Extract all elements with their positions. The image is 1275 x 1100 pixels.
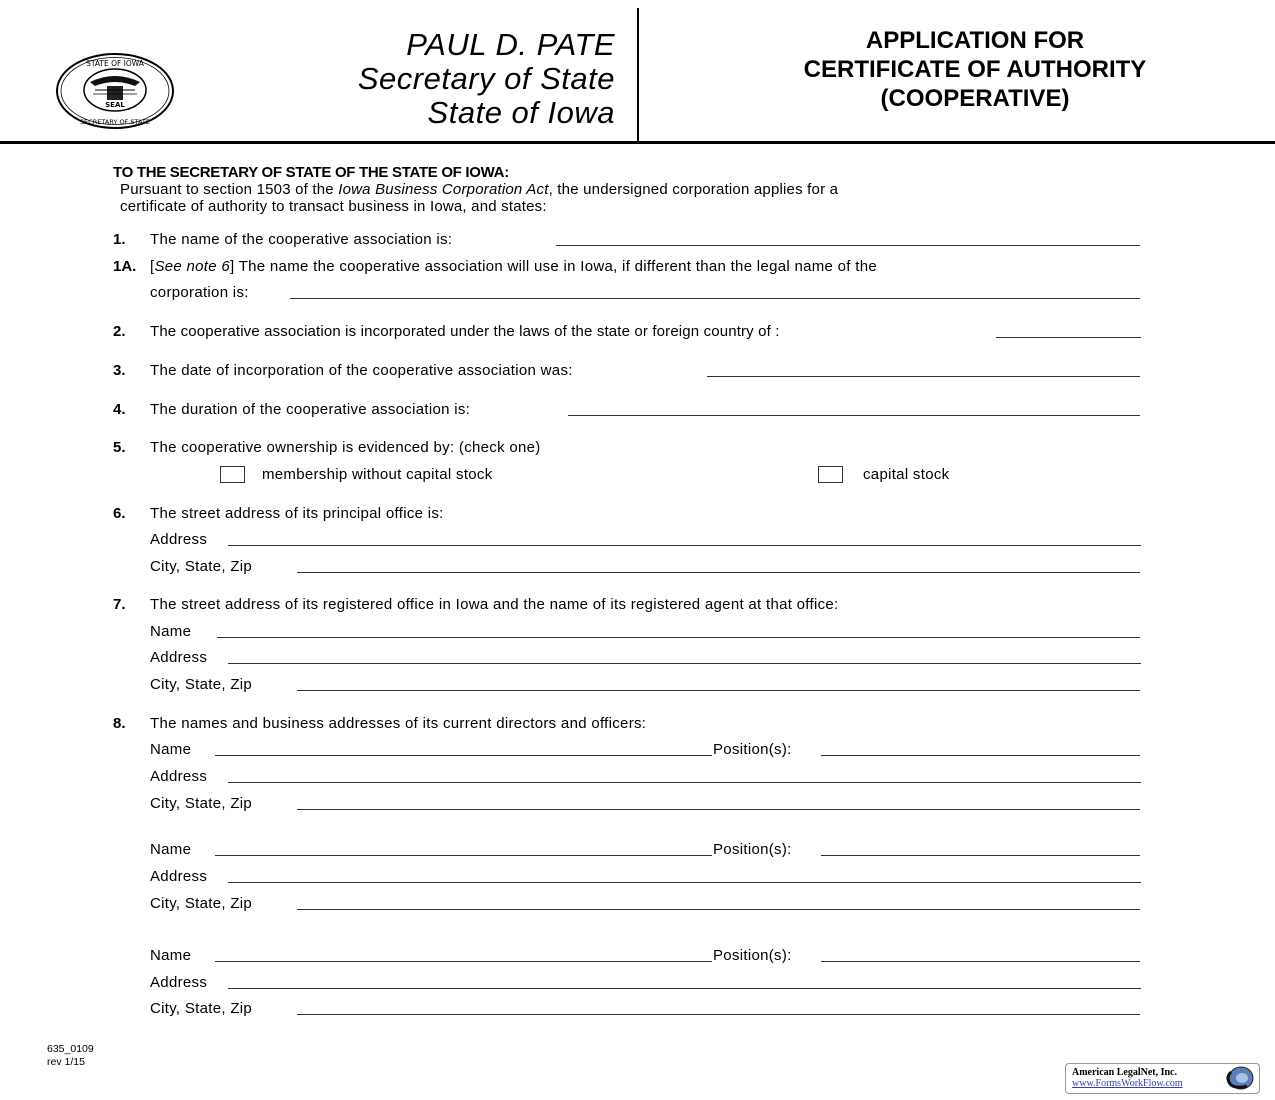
seal-bottom-text: SECRETARY OF STATE xyxy=(80,118,150,126)
item-1a-label-2: corporation is: xyxy=(150,284,249,301)
addressee-heading: TO THE SECRETARY OF STATE OF THE STATE OF IOWA: xyxy=(113,164,509,181)
director-1-position-field[interactable] xyxy=(821,741,1140,756)
director-1-address-field[interactable] xyxy=(228,768,1141,783)
incorporation-state-field[interactable] xyxy=(996,323,1141,338)
header-divider-horizontal xyxy=(0,141,1275,144)
item-7-number: 7. xyxy=(113,596,126,613)
director-2-csz-field[interactable] xyxy=(297,895,1140,910)
incorporation-date-field[interactable] xyxy=(707,362,1140,377)
item-6-number: 6. xyxy=(113,505,126,522)
director-1-csz-label: City, State, Zip xyxy=(150,795,253,812)
item-7-label: The street address of its registered office in Iowa and the name of its registered agent at that office: xyxy=(150,596,839,613)
director-2-name-label: Name xyxy=(150,841,192,858)
item-3-number: 3. xyxy=(113,362,126,379)
agent-csz-field[interactable] xyxy=(297,676,1140,691)
item-6-label: The street address of its principal office is: xyxy=(150,505,444,522)
director-2-address-field[interactable] xyxy=(228,868,1141,883)
form-code-block xyxy=(47,1043,94,1069)
item-1-label: The name of the cooperative association is: xyxy=(150,231,453,248)
agent-name-label: Name xyxy=(150,623,192,640)
see-note-6: See note 6 xyxy=(154,258,231,275)
item-2-label: The cooperative association is incorporated under the laws of the state or foreign country of : xyxy=(150,323,780,340)
seal-top-text: STATE OF IOWA xyxy=(86,59,144,68)
official-title: Secretary of State xyxy=(357,61,615,96)
director-2-position-field[interactable] xyxy=(821,841,1140,856)
official-state: State of Iowa xyxy=(427,95,615,130)
agent-address-label: Address xyxy=(150,649,208,666)
membership-without-capital-stock-checkbox[interactable] xyxy=(220,466,245,483)
iowa-name-field[interactable] xyxy=(290,284,1140,299)
capital-stock-checkbox[interactable] xyxy=(818,466,843,483)
item-2-number: 2. xyxy=(113,323,126,340)
director-2-position-label: Position(s): xyxy=(713,841,792,858)
badge-url-link[interactable]: www.FormsWorkFlow.com xyxy=(1072,1078,1183,1089)
form-code: 635_0109 xyxy=(47,1043,94,1055)
official-block xyxy=(358,28,615,130)
intro-text-2: , the undersigned corporation applies for a xyxy=(548,181,839,198)
director-3-address-field[interactable] xyxy=(228,974,1141,989)
director-1-name-label: Name xyxy=(150,741,192,758)
globe-icon xyxy=(1223,1066,1255,1090)
state-seal-logo xyxy=(55,52,175,130)
director-2-name-field[interactable] xyxy=(215,841,712,856)
item-4-number: 4. xyxy=(113,401,126,418)
form-title xyxy=(700,26,1250,113)
seal-center-text: SEAL xyxy=(105,101,125,109)
item-3-label: The date of incorporation of the cooperative association was: xyxy=(150,362,573,379)
agent-address-field[interactable] xyxy=(228,649,1141,664)
form-revision: rev 1/15 xyxy=(47,1056,85,1068)
form-title-line3: (COOPERATIVE) xyxy=(880,85,1070,112)
agent-name-field[interactable] xyxy=(217,623,1140,638)
principal-address-label: Address xyxy=(150,531,208,548)
badge-company: American LegalNet, Inc. xyxy=(1072,1067,1177,1078)
principal-csz-label: City, State, Zip xyxy=(150,558,253,575)
director-1-name-field[interactable] xyxy=(215,741,712,756)
director-2-csz-label: City, State, Zip xyxy=(150,895,253,912)
item-5-number: 5. xyxy=(113,439,126,456)
item-1-number: 1. xyxy=(113,231,126,248)
capital-stock-option-label: capital stock xyxy=(863,466,950,483)
director-3-position-label: Position(s): xyxy=(713,947,792,964)
item-8-label: The names and business addresses of its current directors and officers: xyxy=(150,715,647,732)
form-title-line1: APPLICATION FOR xyxy=(865,27,1085,54)
act-name: Iowa Business Corporation Act xyxy=(338,181,549,198)
header-divider-vertical xyxy=(637,8,639,142)
american-legalnet-badge[interactable] xyxy=(1065,1063,1260,1094)
director-3-csz-label: City, State, Zip xyxy=(150,1000,253,1017)
principal-address-field[interactable] xyxy=(228,531,1141,546)
director-3-address-label: Address xyxy=(150,974,208,991)
duration-field[interactable] xyxy=(568,401,1140,416)
membership-option-label: membership without capital stock xyxy=(262,466,493,483)
intro-text-line2: certificate of authority to transact business in Iowa, and states: xyxy=(120,198,547,215)
director-3-name-label: Name xyxy=(150,947,192,964)
principal-csz-field[interactable] xyxy=(297,558,1140,573)
cooperative-name-field[interactable] xyxy=(556,231,1140,246)
item-1a-number: 1A. xyxy=(113,258,137,275)
intro-text-1: Pursuant to section 1503 of the xyxy=(120,181,339,198)
director-3-position-field[interactable] xyxy=(821,947,1140,962)
agent-csz-label: City, State, Zip xyxy=(150,676,253,693)
director-2-address-label: Address xyxy=(150,868,208,885)
director-3-csz-field[interactable] xyxy=(297,1000,1140,1015)
item-5-label: The cooperative ownership is evidenced by: (check one) xyxy=(150,439,541,456)
director-1-csz-field[interactable] xyxy=(297,795,1140,810)
item-1a-label: [See note 6] The name the cooperative association will use in Iowa, if different than the legal name of the xyxy=(150,258,877,275)
director-1-address-label: Address xyxy=(150,768,208,785)
form-title-line2: CERTIFICATE OF AUTHORITY xyxy=(803,56,1147,83)
intro-paragraph xyxy=(120,181,838,215)
item-4-label: The duration of the cooperative association is: xyxy=(150,401,471,418)
item-8-number: 8. xyxy=(113,715,126,732)
official-name: PAUL D. PATE xyxy=(406,27,615,62)
director-1-position-label: Position(s): xyxy=(713,741,792,758)
director-3-name-field[interactable] xyxy=(215,947,712,962)
